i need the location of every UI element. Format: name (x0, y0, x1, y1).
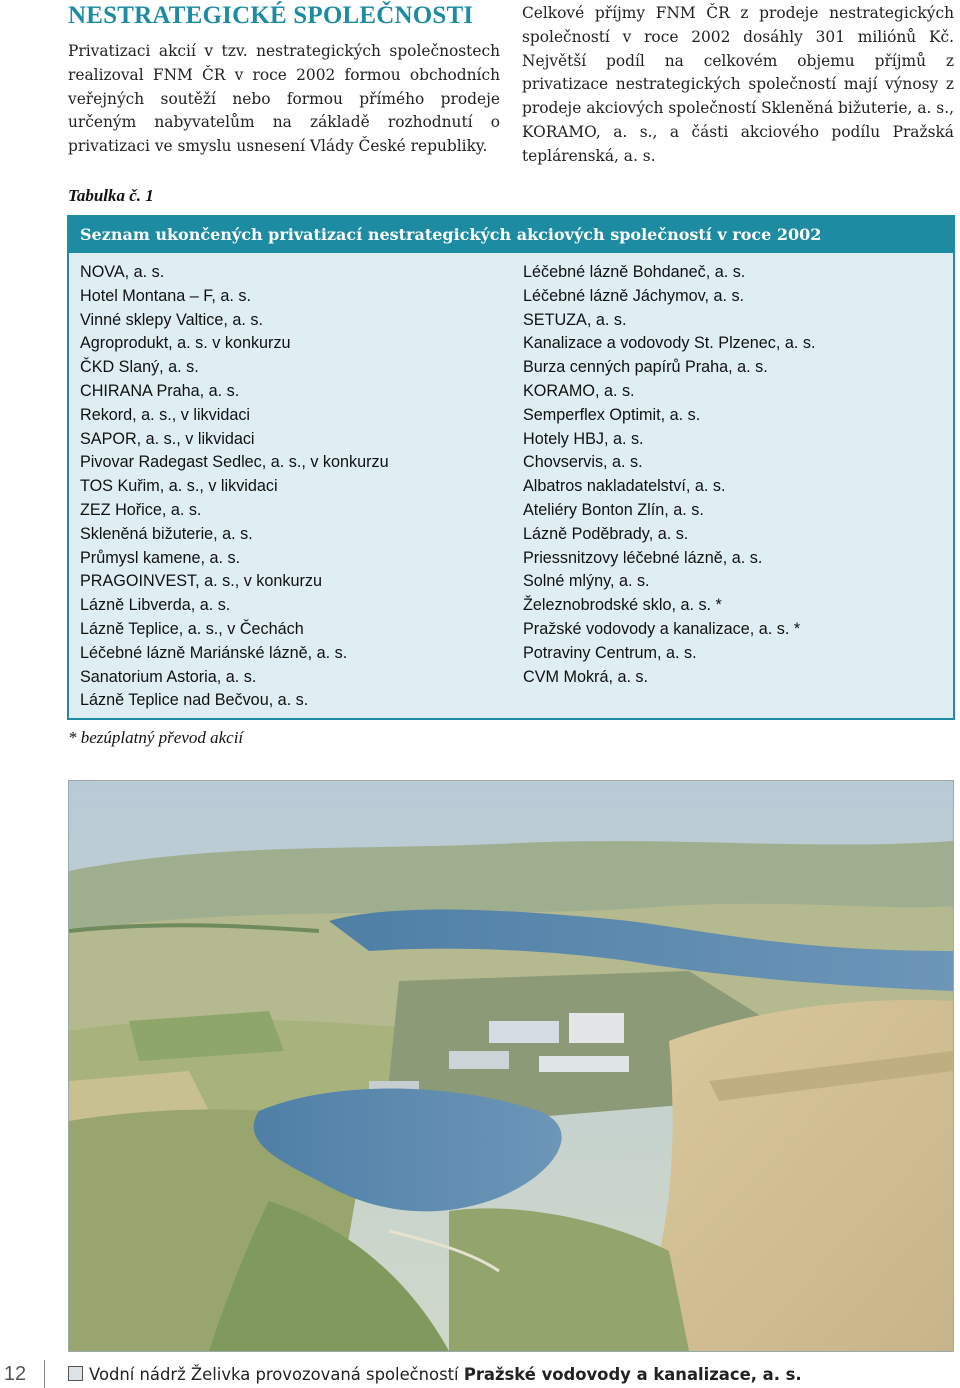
table-footnote: * bezúplatný převod akcií (68, 728, 244, 747)
company-item: Burza cenných papírů Praha, a. s. (523, 358, 768, 377)
company-item: Lázně Teplice, a. s., v Čechách (80, 619, 304, 638)
aerial-photo-zelivka-reservoir (68, 780, 954, 1352)
page-heading: NESTRATEGICKÉ SPOLEČNOSTI (68, 2, 474, 29)
company-item: Solné mlýny, a. s. (523, 572, 650, 591)
company-item: Hotel Montana – F, a. s. (80, 286, 251, 305)
intro-paragraph-left: Privatizaci akcií v tzv. nestrategických společnostech realizoval FNM ČR v roce 2002 formou obchodních veřejných soutěží nebo formou přímého prodeje určeným nabyvatelům na základě rozhodnutí o privatizaci ve smyslu usnesení Vlády České republiky. (68, 42, 500, 156)
company-item: Železnobrodské sklo, a. s. * (523, 596, 722, 615)
photo-caption (68, 1364, 802, 1386)
company-item: Chovservis, a. s. (523, 453, 643, 472)
company-item: Potraviny Centrum, a. s. (523, 643, 697, 662)
company-item: SAPOR, a. s., v likvidaci (80, 429, 255, 448)
company-item: Léčebné lázně Bohdaneč, a. s. (523, 263, 746, 281)
aerial-photo-illustration (69, 781, 953, 1351)
caption-text: Vodní nádrž Želivka provozovaná společností (89, 1365, 464, 1384)
company-item: KORAMO, a. s. (523, 381, 635, 400)
company-item: Semperflex Optimit, a. s. (523, 405, 701, 424)
company-item: Skleněná bižuterie, a. s. (80, 524, 253, 543)
table-column-left (80, 261, 389, 713)
company-item: Lázně Libverda, a. s. (80, 596, 231, 615)
company-item: PRAGOINVEST, a. s., v konkurzu (80, 572, 322, 591)
company-item: TOS Kuřim, a. s., v likvidaci (80, 477, 278, 496)
company-item: Vinné sklepy Valtice, a. s. (80, 310, 263, 329)
company-item: Kanalizace a vodovody St. Plzenec, a. s. (523, 334, 816, 353)
company-item: CVM Mokrá, a. s. (523, 667, 649, 686)
company-item: Lázně Poděbrady, a. s. (523, 524, 689, 543)
company-item: Lázně Teplice nad Bečvou, a. s. (80, 691, 309, 710)
intro-paragraph-right: Celkové příjmy FNM ČR z prodeje nestrategických společností v roce 2002 dosáhly 301 miliónů Kč. Největší podíl na celkovém objemu příjmů z privatizace nestrategických společností mají výnosy z prodeje akciových společností Skleněná bižuterie, a. s., KORAMO, a. s., a části akciového podílu Pražská teplárenská, a. s. (522, 4, 954, 165)
company-item: Pivovar Radegast Sedlec, a. s., v konkurzu (80, 453, 389, 472)
company-item: Sanatorium Astoria, a. s. (80, 667, 257, 686)
company-item: Ateliéry Bonton Zlín, a. s. (523, 500, 704, 519)
company-item: Pražské vodovody a kanalizace, a. s. * (523, 619, 801, 638)
company-item: Průmysl kamene, a. s. (80, 548, 241, 567)
caption-square-icon (68, 1366, 83, 1381)
company-item: ZEZ Hořice, a. s. (80, 500, 202, 519)
page-number: 12 (3, 1363, 27, 1385)
privatization-table (67, 215, 955, 720)
company-item: Priessnitzovy léčebné lázně, a. s. (523, 548, 763, 567)
company-item: Rekord, a. s., v likvidaci (80, 405, 251, 424)
table-caption: Tabulka č. 1 (68, 186, 154, 205)
footer-divider (44, 1360, 45, 1388)
company-item: CHIRANA Praha, a. s. (80, 381, 240, 400)
company-item: Léčebné lázně Mariánské lázně, a. s. (80, 643, 348, 662)
company-item: Léčebné lázně Jáchymov, a. s. (523, 286, 745, 305)
table-column-right (523, 261, 815, 689)
caption-company: Pražské vodovody a kanalizace, a. s. (463, 1365, 802, 1384)
company-item: ČKD Slaný, a. s. (80, 358, 199, 377)
company-item: NOVA, a. s. (80, 263, 165, 281)
company-item: Albatros nakladatelství, a. s. (523, 477, 726, 496)
company-item: SETUZA, a. s. (523, 310, 627, 329)
company-item: Agroprodukt, a. s. v konkurzu (80, 334, 291, 353)
company-item: Hotely HBJ, a. s. (523, 429, 644, 448)
table-title: Seznam ukončených privatizací nestrategických akciových společností v roce 2002 (69, 217, 953, 253)
